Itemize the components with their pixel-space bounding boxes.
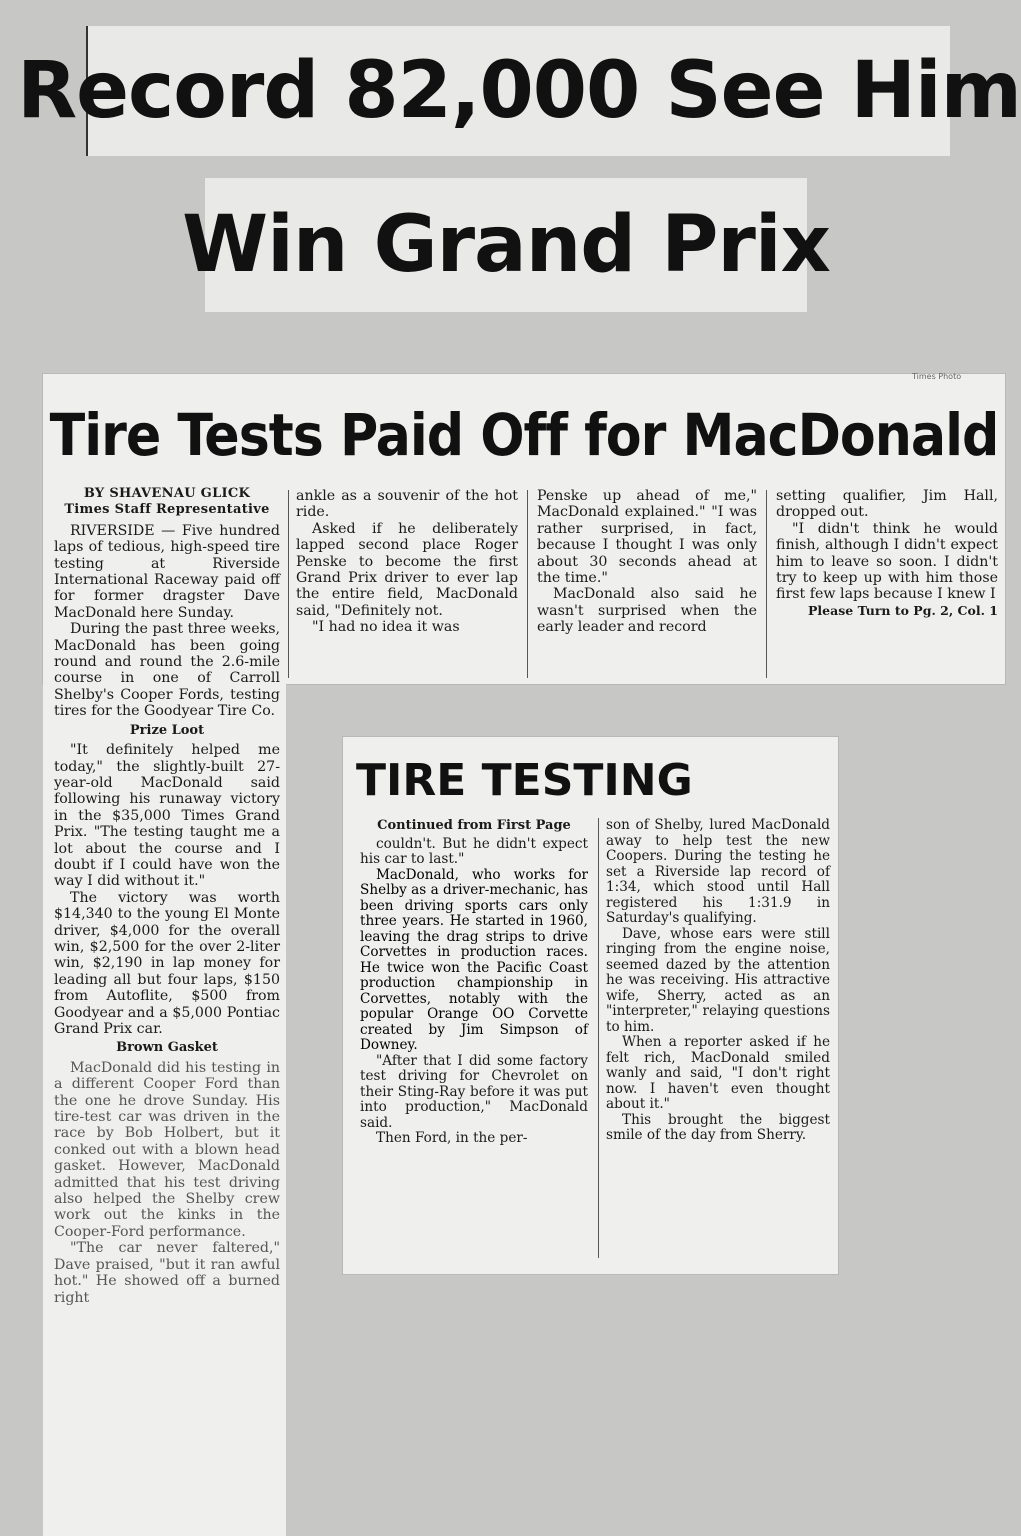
main-article-column-2	[296, 488, 518, 678]
headline-line-2-text: Win Grand Prix	[182, 200, 830, 290]
paragraph: couldn't. But he didn't expect his car to last."	[360, 835, 588, 867]
headline-line-1-text: Record 82,000 See Him	[17, 46, 1021, 136]
paragraph: Dave, whose ears were still ringing from the engine noise, seemed dazed by the attention he was receiving. His attractive wife, Sherry, acted as an "interpreter," relaying questions to him.	[606, 925, 830, 1035]
main-article-column-1	[54, 486, 280, 1532]
paragraph: "The car never faltered," Dave praised, "but it ran awful hot." He showed off a burned right	[54, 1240, 280, 1306]
paragraph: Penske up ahead of me," MacDonald explained." "I was rather surprised, in fact, because I thought I was only about 30 seconds ahead at the time."	[537, 488, 757, 587]
column-rule	[527, 490, 528, 678]
paragraph: This brought the biggest smile of the day from Sherry.	[606, 1111, 830, 1143]
main-article-column-4	[776, 488, 998, 680]
main-article-title-text: Tire Tests Paid Off for MacDonald	[49, 401, 999, 469]
byline: BY SHAVENAU GLICK	[83, 486, 251, 501]
main-article-credit: Times Photo	[912, 372, 962, 381]
headline-line-1	[17, 26, 1021, 156]
jump-article-title	[356, 748, 826, 812]
column-rule	[598, 818, 599, 1258]
paragraph: MacDonald also said he wasn't surprised when the early leader and record	[537, 586, 757, 636]
main-article-title	[48, 388, 1000, 482]
paragraph: "It definitely helped me today," the slightly-built 27-year-old MacDonald said following his runaway victory in the $35,000 Times Grand Prix. "The testing taught me a lot about the course and I doubt if I could have won the way I did without it."	[54, 742, 280, 890]
paragraph: ankle as a souvenir of the hot ride.	[296, 488, 518, 521]
paragraph: When a reporter asked if he felt rich, MacDonald smiled wanly and said, "I don't right now. I haven't even thought about it."	[606, 1034, 830, 1112]
paragraph: During the past three weeks, MacDonald has been going round and round the 2.6-mile course in one of Carroll Shelby's Cooper Fords, testing tires for the Goodyear Tire Co.	[54, 621, 280, 720]
jump-article-title-text: TIRE TESTING	[356, 754, 693, 806]
subhead-prize-loot: Prize Loot	[129, 722, 205, 738]
headline-line-2	[182, 178, 830, 312]
subhead-brown-gasket: Brown Gasket	[116, 1040, 218, 1056]
paragraph: The victory was worth $14,340 to the young El Monte driver, $4,000 for the overall win, $2,500 for the over 2-liter win, $2,190 in lap money for leading all but four laps, $150 from Autoflite, $500 from Goodyear and a $5,000 Pontiac Grand Prix car.	[54, 889, 280, 1037]
turn-to-page-line: Please Turn to Pg. 2, Col. 1	[808, 602, 998, 618]
paragraph: MacDonald, who works for Shelby as a driver-mechanic, has been driving sports cars only three years. He started in 1960, leaving the drag strips to drive Corvettes in production races. He twice won the Pacific Coast production championship in Corvettes, notably with the popular Orange OO Corvette created by Jim Simpson of Downey.	[360, 866, 588, 1053]
paragraph: "After that I did some factory test driving for Chevrolet on their Sting-Ray before it was put into production," MacDonald said.	[360, 1052, 588, 1131]
paragraph: setting qualifier, Jim Hall, dropped out.	[776, 488, 998, 521]
byline-staff: Times Staff Representative	[64, 502, 270, 518]
column-rule	[766, 490, 767, 678]
paragraph: RIVERSIDE — Five hundred laps of tedious, high-speed tire testing at Riverside International Raceway paid off for former dragster Dave MacDonald here Sunday.	[54, 522, 280, 621]
continued-line: Continued from First Page	[377, 818, 571, 833]
paragraph: son of Shelby, lured MacDonald away to help test the new Coopers. During the testing he set a Riverside lap record of 1:34, which stood until Hall registered his 1:31.9 in Saturday's qualifying.	[606, 817, 830, 926]
jump-article-column-2	[606, 818, 830, 1268]
paragraph: Then Ford, in the per-	[376, 1130, 528, 1146]
paragraph: MacDonald did his testing in a different Cooper Ford than the one he drove Sunday. His tire-test car was driven in the race by Bob Holbert, but it conked out with a blown head gasket. However, MacDonald admitted that his test driving also helped the Shelby crew work out the kinks in the Cooper-Ford performance.	[54, 1059, 280, 1240]
paragraph: "I didn't think he would finish, although I didn't expect him to leave so soon. I didn't try to keep up with him those first few laps because I knew I	[776, 520, 998, 603]
main-article-column-3	[537, 488, 757, 678]
paragraph: "I had no idea it was	[312, 619, 460, 636]
paragraph: Asked if he deliberately lapped second place Roger Penske to become the first Grand Prix driver to ever lap the entire field, MacDonald said, "Definitely not.	[296, 520, 518, 619]
column-rule	[288, 490, 289, 678]
jump-article-column-1	[360, 818, 588, 1268]
